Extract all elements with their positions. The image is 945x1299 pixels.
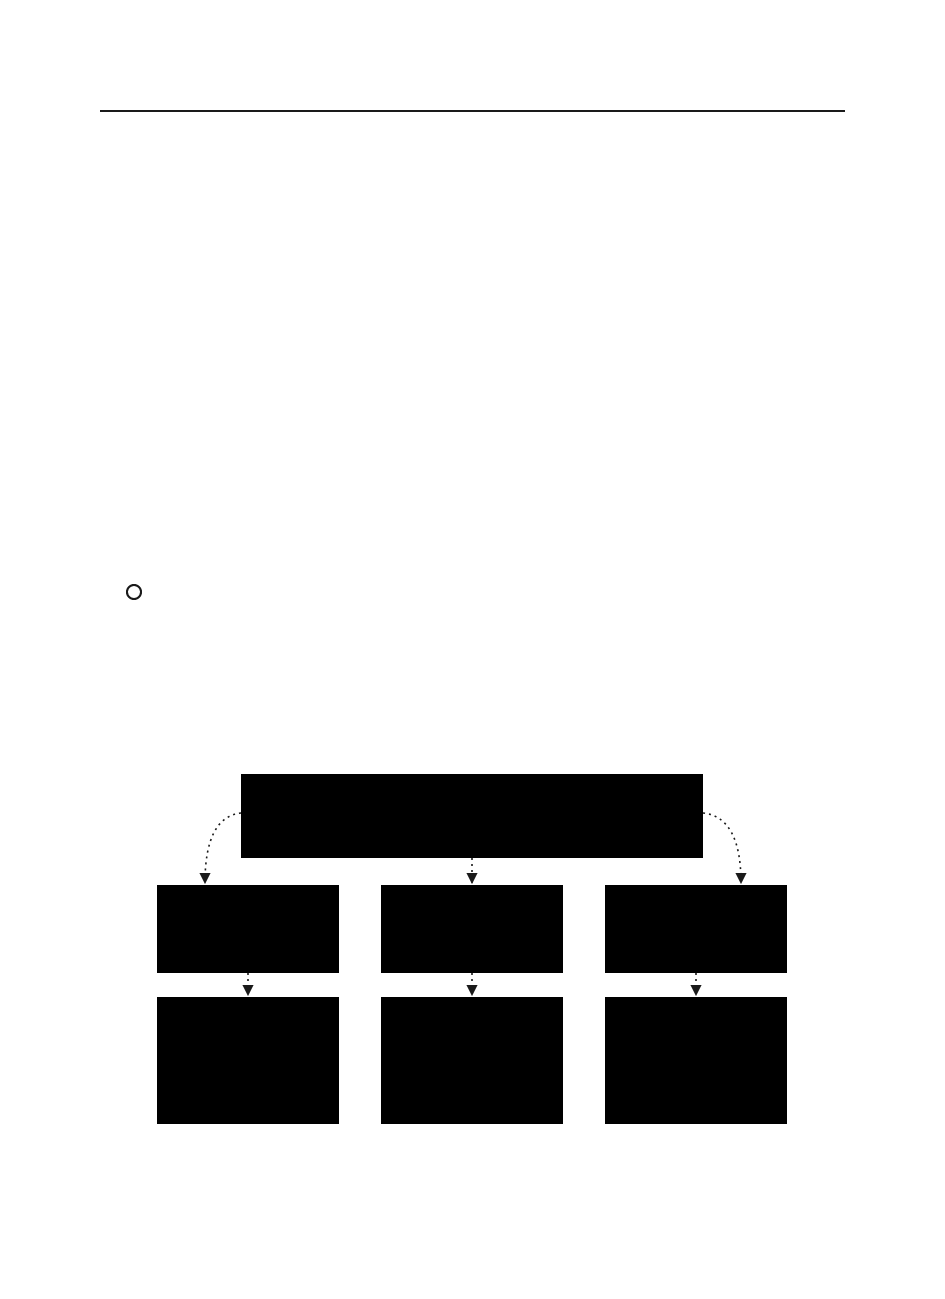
native-stack-box xyxy=(605,997,787,1124)
platform-column-android xyxy=(381,885,563,1124)
figure-caption xyxy=(100,1170,845,1196)
bridge-box xyxy=(605,885,787,973)
arrow-to-ios-bridge xyxy=(205,813,241,883)
platform-column-ios xyxy=(157,885,339,1124)
bullet-circle-icon xyxy=(126,584,142,600)
arrow-to-uwp-bridge xyxy=(703,813,741,883)
native-stack-box xyxy=(381,997,563,1124)
running-header xyxy=(100,84,845,112)
bridge-box xyxy=(381,885,563,973)
platform-column-uwp xyxy=(605,885,787,1124)
architecture-diagram xyxy=(0,765,945,1160)
native-stack-box xyxy=(157,997,339,1124)
bridge-box xyxy=(157,885,339,973)
cross-platform-box xyxy=(241,774,703,858)
